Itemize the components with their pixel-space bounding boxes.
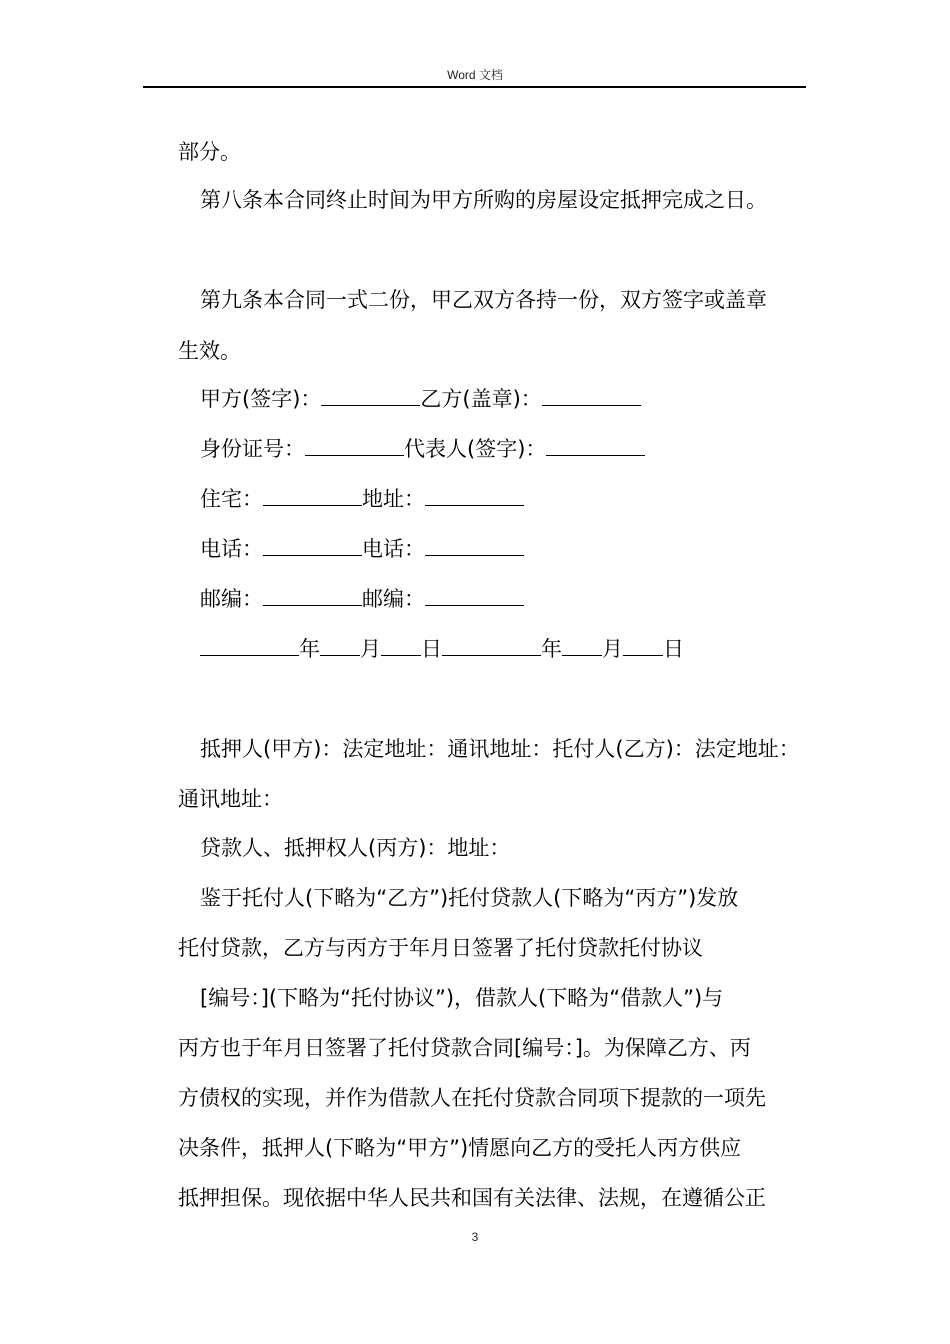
month-blank-a: [320, 635, 360, 656]
paragraph-line: 通讯地址：: [178, 787, 283, 811]
address-blank: [425, 485, 524, 506]
party-b-seal-blank: [542, 385, 641, 406]
phone-label-b: 电话：: [362, 537, 425, 561]
paragraph-line: 生效。: [178, 339, 241, 363]
month-blank-b: [562, 635, 602, 656]
year-blank-a: [200, 635, 299, 656]
paragraph-mortgagor: 抵押人(甲方)：法定地址：通讯地址：托付人(乙方)：法定地址：: [200, 737, 800, 761]
residence-blank: [263, 485, 362, 506]
party-a-sign-label: 甲方(签字)：: [200, 387, 322, 411]
party-b-seal-label: 乙方(盖章)：: [420, 387, 542, 411]
residence-label: 住宅：: [200, 487, 263, 511]
paragraph-line: 部分。: [178, 140, 241, 164]
signature-row-4: [178, 534, 840, 564]
phone-blank-a: [263, 535, 362, 556]
postcode-blank-b: [425, 585, 524, 606]
id-number-blank: [305, 435, 404, 456]
postcode-label-a: 邮编：: [200, 587, 263, 611]
paragraph-line: 抵押担保。现依据中华人民共和国有关法律、法规，在遵循公正: [178, 1186, 766, 1210]
id-number-label: 身份证号：: [200, 437, 305, 461]
paragraph-lender: 贷款人、抵押权人(丙方)：地址：: [200, 836, 511, 860]
day-label-b: 日: [663, 637, 684, 661]
paragraph-whereas: 鉴于托付人(下略为“乙方”)托付贷款人(下略为“丙方”)发放: [200, 886, 739, 910]
party-a-sign-blank: [321, 385, 420, 406]
postcode-label-b: 邮编：: [362, 587, 425, 611]
header-rule: [143, 86, 806, 88]
phone-blank-b: [425, 535, 524, 556]
paragraph-line: 决条件，抵押人(下略为“甲方”)情愿向乙方的受托人丙方供应: [178, 1136, 742, 1160]
signature-row-2: [178, 434, 840, 464]
paragraph-line: [编号：](下略为“托付协议”)，借款人(下略为“借款人”)与: [200, 986, 724, 1010]
year-label-a: 年: [299, 637, 320, 661]
page-header-title: Word 文档: [447, 68, 503, 82]
month-label-b: 月: [602, 637, 623, 661]
address-label: 地址：: [362, 487, 425, 511]
month-label-a: 月: [360, 637, 381, 661]
paragraph-line: 方债权的实现，并作为借款人在托付贷款合同项下提款的一项先: [178, 1086, 766, 1110]
signature-row-3: [178, 484, 840, 514]
signature-row-1: [178, 384, 840, 414]
representative-sign-label: 代表人(签字)：: [404, 437, 547, 461]
postcode-blank-a: [263, 585, 362, 606]
paragraph-line: 丙方也于年月日签署了托付贷款合同[编号：]。为保障乙方、丙: [178, 1036, 751, 1060]
day-blank-b: [623, 635, 663, 656]
year-label-b: 年: [541, 637, 562, 661]
signature-row-5: [178, 584, 840, 614]
paragraph-article-8: 第八条本合同终止时间为甲方所购的房屋设定抵押完成之日。: [200, 188, 767, 212]
paragraph-article-9: 第九条本合同一式二份，甲乙双方各持一份，双方签字或盖章: [200, 288, 767, 312]
page-number: 3: [471, 1230, 479, 1244]
date-row: [178, 634, 840, 664]
day-label-a: 日: [421, 637, 442, 661]
paragraph-line: 托付贷款，乙方与丙方于年月日签署了托付贷款托付协议: [178, 936, 703, 960]
day-blank-a: [381, 635, 421, 656]
year-blank-b: [442, 635, 541, 656]
representative-sign-blank: [546, 435, 645, 456]
phone-label-a: 电话：: [200, 537, 263, 561]
